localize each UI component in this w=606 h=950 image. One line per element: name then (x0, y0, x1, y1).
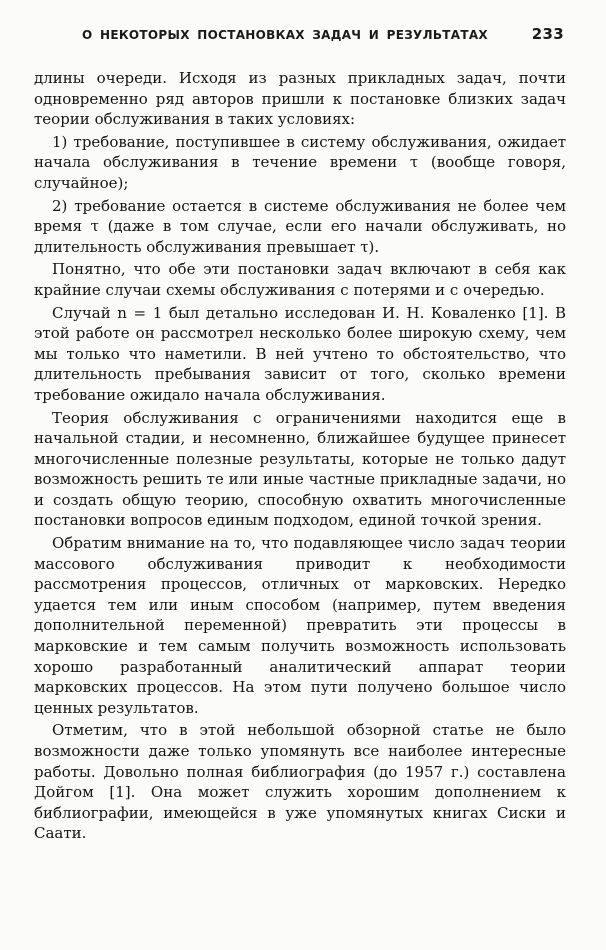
paragraph: Случай n = 1 был детально исследован И. Н. Коваленко [1]. В этой работе он рассмотрел несколько более широкую схему, чем мы только что наметили. В ней учтено то обстоятельство, что длительность пребывания зависит от того, сколько времени требование ожидало начала обслуживания. (34, 303, 566, 404)
list-item-1: 1) требование, поступившее в систему обслуживания, ожидает начала обслуживания в течение времени τ (вообще говоря, случайное); (34, 132, 566, 192)
list-item-2: 2) требование остается в системе обслуживания не более чем время τ (даже в том случае, если его начали обслуживать, но длительность обслуживания превышает τ). (34, 196, 566, 256)
paragraph: Отметим, что в этой небольшой обзорной статье не было возможности даже только упомянуть все наиболее интересные работы. Довольно полная библиография (до 1957 г.) составлена Дойгом [1]. Она может служить хорошим дополнением к библиографии, имеющейся в уже упомянутых книгах Сиски и Саати. (34, 721, 566, 843)
paragraph: Обратим внимание на то, что подавляющее число задач теории массового обслуживания приводит к необходимости рассмотрения процессов, отличных от марковских. Нередко удается тем или иным способом (например, путем введения дополнительной переменной) превратить эти процессы в марковские и тем самым получить возможность использовать хорошо разработанный аналитический аппарат теории марковских процессов. На этом пути получено большое число ценных результатов. (34, 534, 566, 717)
paragraph-continuation: длины очереди. Исходя из разных прикладных задач, почти одновременно ряд авторов пришли к постановке близких задач теории обслуживания в таких условиях: (34, 69, 566, 129)
page-number: 233 (531, 25, 564, 43)
running-title: О НЕКОТОРЫХ ПОСТАНОВКАХ ЗАДАЧ И РЕЗУЛЬТАТАХ (82, 28, 488, 42)
paragraph: Понятно, что обе эти постановки задач включают в себя как крайние случаи схемы обслуживания с потерями и с очередью. (34, 260, 566, 299)
page-header (60, 24, 564, 46)
body-text (34, 68, 566, 844)
paragraph: Теория обслуживания с ограничениями находится еще в начальной стадии, и несомненно, ближайшее будущее принесет многочисленные полезные результаты, которые не только дадут возможность решить те или иные частные прикладные задачи, но и создать общую теорию, способную охватить многочисленные постановки вопросов единым подходом, единой точкой зрения. (34, 408, 566, 530)
